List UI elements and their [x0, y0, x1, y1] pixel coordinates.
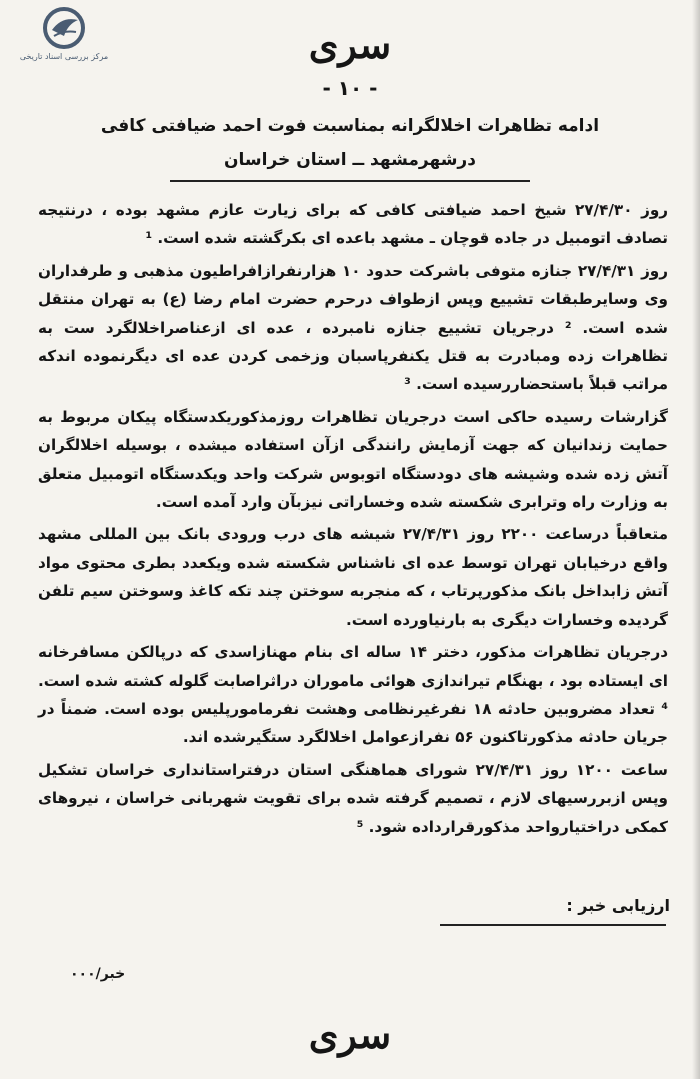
paragraph: درجریان تظاهرات مذکور، دختر ۱۴ ساله ای بنام مهنازاسدی که درپالکن مسافرخانه ای ایستاده بود ، بهنگام تیراندازی هوائی ماموران دراثراصابت گلوله کشته شده است. ⁴ تعداد مضروبین حادثه ۱۸ نفرغیرنظامی وهشت نفرمامورپلیس بوده است. ضمناً در جریان حادثه مذکورتاکنون ۵۶ نفرازعوامل اخلالگرد ستگیرشده اند.: [38, 643, 668, 747]
title-line-1: ادامه تظاهرات اخلالگرانه بمناسبت فوت احمد ضیافتی کافی: [100, 116, 600, 136]
classification-bottom: سری: [308, 1012, 392, 1057]
paragraph: متعاقباً درساعت ۲۲۰۰ روز ۲۷/۴/۳۱ شیشه های درب ورودی بانک بین المللی مشهد واقع درخیابان تهران توسط عده ای ناشناس شکسته شده ویکعدد بطری محتوی مواد آتش زابداخل بانک مذکورپرتاب ، که منجربه سوختن چند تکه کاغذ وسوختن سیم تلفن گردیده وخسارات دیگری به بارنیاورده است.: [38, 525, 668, 629]
report-body: [38, 196, 668, 845]
paragraph: ساعت ۱۲۰۰ روز ۲۷/۴/۳۱ شورای هماهنگی استان درفتراستانداری خراسان تشکیل وپس ازبررسیهای لازم ، تصمیم گرفته شده برای تقویت شهربانی خراسان ، نیروهای کمکی دراختیارواحد مذکورقرارداده شود. ⁵: [38, 760, 668, 836]
title-underline: [170, 180, 530, 182]
classification-top: سری: [308, 22, 392, 67]
paragraph: روز ۲۷/۴/۳۰ شیخ احمد ضیافتی کافی که برای زیارت عازم مشهد بوده ، درنتیجه تصادف اتومبیل در جاده قوچان ـ مشهد باعده ای بکرگشته شده است. ¹: [38, 201, 669, 248]
paragraph: روز ۲۷/۴/۳۱ جنازه متوفی باشرکت حدود ۱۰ هزارنفرازافراطیون مذهبی و طرفداران وی وسایرطبقات تشییع وپس ازطواف درحرم حضرت امام رضا (ع) به تهران منتقل شده است. ² درجریان تشییع جنازه نامبرده ، عده ای ازعناصراخلالگرد ست به تظاهرات زده ومبادرت به قتل یکنفرپاسبان وزخمی کردن عده ای دیگرنموده اندکه مراتب قبلاً باستحضاررسیده است. ³: [38, 261, 668, 394]
paragraph: گزارشات رسیده حاکی است درجریان تظاهرات روزمذکوریکدستگاه پیکان مربوط به حمایت زندانیان که جهت آزمایش رانندگی ازآن استفاده میشده ، بوسیله اخلالگران آتش زده شده وشیشه های دودستگاه اتوبوس شرکت واحد ویکدستگاه اتومبیل متعلق به وزارت راه وترابری شکسته شده وخساراتی نیزبآن وارد آمده است.: [38, 407, 668, 512]
assessment-label: ارزیابی خبر :: [566, 896, 670, 915]
scan-edge: [692, 0, 700, 1079]
title-line-2: درشهرمشهد ــ استان خراسان: [224, 150, 476, 170]
footer-code: خبر/۰۰۰: [70, 966, 126, 982]
assessment-underline: [440, 924, 666, 926]
page-number: - ۱۰ -: [322, 76, 378, 100]
archive-logo-text: مرکز بررسی اسناد تاریخی: [19, 52, 109, 61]
